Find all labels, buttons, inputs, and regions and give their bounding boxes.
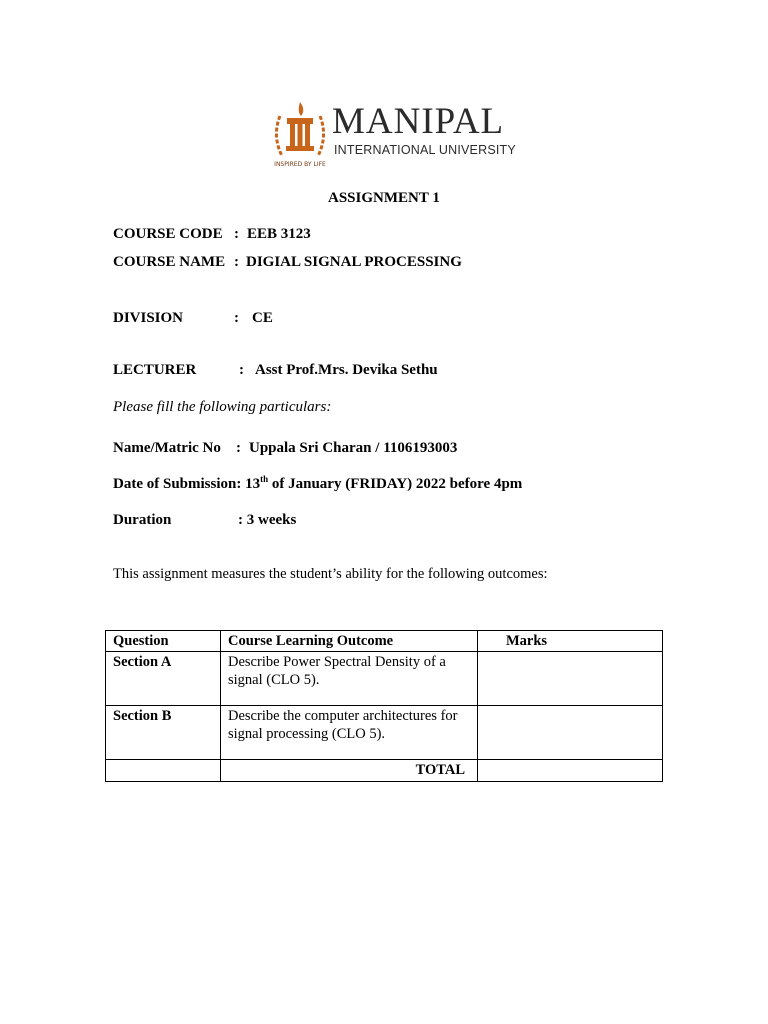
student-separator: :: [236, 440, 241, 456]
duration-value: : 3 weeks: [238, 512, 297, 528]
division-label: DIVISION: [113, 310, 184, 326]
row-question: Section B: [106, 706, 221, 760]
submission-day-suffix: th: [260, 474, 269, 484]
logo-motto: INSPIRED BY LIFE: [274, 161, 326, 168]
submission-line: [113, 475, 522, 493]
logo-name: MANIPAL: [332, 101, 505, 142]
header-outcome: Course Learning Outcome: [221, 631, 478, 652]
table-row: [106, 706, 663, 760]
fill-instruction: Please fill the following particulars:: [113, 399, 332, 415]
outcomes-intro: This assignment measures the student’s ability for the following outcomes:: [113, 566, 548, 582]
course-name-value: DIGIAL SIGNAL PROCESSING: [246, 254, 462, 270]
lecturer-value: Asst Prof.Mrs. Devika Sethu: [255, 362, 438, 378]
submission-day: 13: [245, 476, 261, 492]
row-marks-cell[interactable]: [478, 652, 663, 706]
university-logo: [270, 98, 516, 174]
table-row: [106, 652, 663, 706]
row-question: Section A: [106, 652, 221, 706]
course-name-label: COURSE NAME: [113, 254, 226, 270]
total-label: TOTAL: [221, 760, 478, 782]
row-outcome: Describe Power Spectral Density of a signal (CLO 5).: [221, 652, 478, 706]
header-question: Question: [106, 631, 221, 652]
lecturer-label: LECTURER: [113, 362, 197, 378]
header-marks: Marks: [478, 631, 663, 652]
course-code-separator: :: [234, 226, 239, 242]
outcomes-table: [105, 630, 663, 782]
row-marks-cell[interactable]: [478, 706, 663, 760]
submission-date-rest: of January (FRIDAY) 2022 before 4pm: [271, 476, 523, 492]
manipal-emblem-icon: [270, 98, 330, 172]
course-name-separator: :: [234, 254, 239, 270]
table-header-row: [106, 631, 663, 652]
student-value: Uppala Sri Charan / 1106193003: [249, 440, 458, 456]
course-code-label: COURSE CODE: [113, 226, 223, 242]
assignment-title: ASSIGNMENT 1: [328, 190, 440, 206]
total-marks-cell[interactable]: [478, 760, 663, 782]
total-empty-cell: [106, 760, 221, 782]
division-separator: :: [234, 310, 239, 326]
duration-label: Duration: [113, 512, 172, 528]
student-label: Name/Matric No: [113, 440, 221, 456]
logo-subtitle: INTERNATIONAL UNIVERSITY: [334, 143, 516, 157]
division-value: CE: [252, 310, 273, 326]
course-code-value: EEB 3123: [247, 226, 311, 242]
submission-label: Date of Submission:: [113, 476, 242, 492]
row-outcome: Describe the computer architectures for signal processing (CLO 5).: [221, 706, 478, 760]
table-total-row: [106, 760, 663, 782]
lecturer-separator: :: [239, 362, 244, 378]
